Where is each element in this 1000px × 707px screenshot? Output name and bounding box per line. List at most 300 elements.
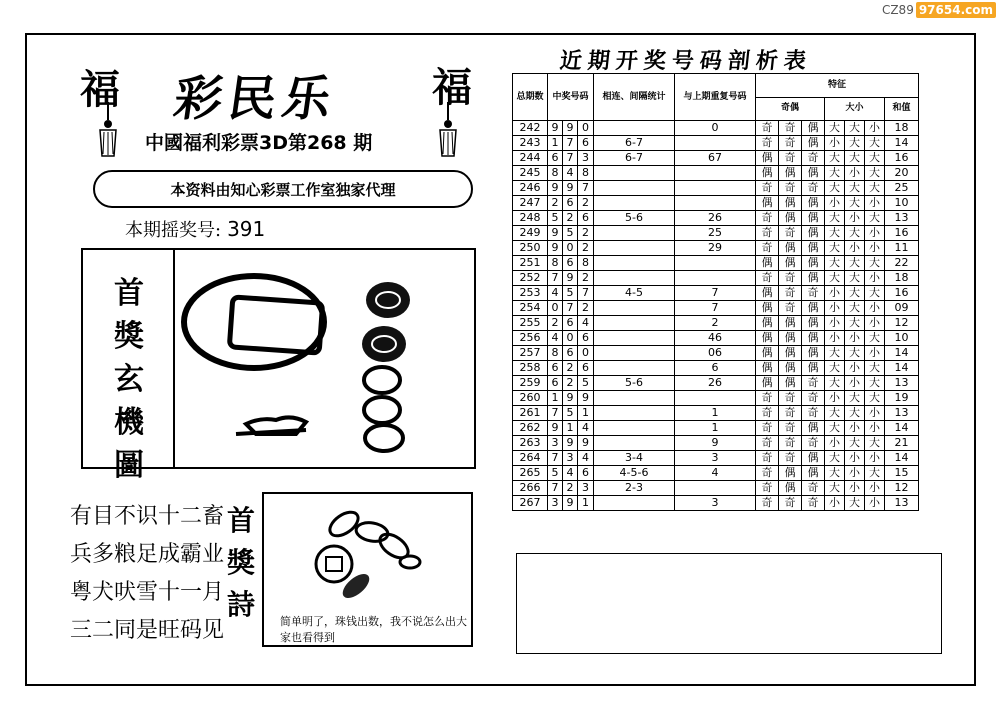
big-small-cell: 大 [865, 181, 885, 196]
issue-cell: 258 [513, 361, 548, 376]
issue-cell: 253 [513, 286, 548, 301]
number-digit-cell: 6 [563, 316, 578, 331]
col-big-small: 大小 [825, 97, 885, 121]
big-small-cell: 小 [845, 376, 865, 391]
poem-title-char: 詩 [226, 588, 255, 621]
table-row [513, 211, 919, 226]
number-digit-cell: 2 [578, 196, 594, 211]
odd-even-cell: 偶 [802, 451, 825, 466]
table-row [513, 406, 919, 421]
big-small-cell: 大 [825, 451, 845, 466]
issue-cell: 254 [513, 301, 548, 316]
number-digit-cell: 1 [563, 421, 578, 436]
odd-even-cell: 偶 [756, 346, 779, 361]
adjacent-cell [594, 496, 675, 511]
number-digit-cell: 4 [548, 331, 563, 346]
big-small-cell: 小 [825, 391, 845, 406]
number-digit-cell: 8 [548, 346, 563, 361]
odd-even-cell: 奇 [756, 181, 779, 196]
adjacent-cell: 5-6 [594, 376, 675, 391]
odd-even-cell: 偶 [802, 256, 825, 271]
number-digit-cell: 2 [578, 301, 594, 316]
poem-line: 粤犬吠雪十一月 [70, 580, 225, 605]
adjacent-cell: 4-5 [594, 286, 675, 301]
number-digit-cell: 3 [548, 496, 563, 511]
sum-cell: 14 [885, 451, 919, 466]
repeat-cell: 7 [675, 286, 756, 301]
number-digit-cell: 2 [563, 211, 578, 226]
poem-title [224, 500, 258, 626]
odd-even-cell: 偶 [802, 361, 825, 376]
number-digit-cell: 3 [548, 436, 563, 451]
big-small-cell: 大 [825, 151, 845, 166]
table-row [513, 331, 919, 346]
repeat-cell [675, 391, 756, 406]
odd-even-cell: 偶 [779, 361, 802, 376]
odd-even-cell: 奇 [756, 406, 779, 421]
number-digit-cell: 9 [563, 121, 578, 136]
odd-even-cell: 奇 [802, 286, 825, 301]
adjacent-cell [594, 316, 675, 331]
odd-even-cell: 偶 [802, 196, 825, 211]
number-digit-cell: 6 [578, 211, 594, 226]
poem-picture-box [262, 492, 473, 647]
big-small-cell: 大 [865, 466, 885, 481]
repeat-cell: 1 [675, 421, 756, 436]
sum-cell: 09 [885, 301, 919, 316]
odd-even-cell: 偶 [802, 166, 825, 181]
repeat-cell [675, 181, 756, 196]
sum-cell: 22 [885, 256, 919, 271]
odd-even-cell: 奇 [779, 406, 802, 421]
repeat-cell: 46 [675, 331, 756, 346]
sum-cell: 14 [885, 421, 919, 436]
repeat-cell: 7 [675, 301, 756, 316]
odd-even-cell: 偶 [779, 211, 802, 226]
big-small-cell: 小 [865, 241, 885, 256]
odd-even-cell: 偶 [756, 331, 779, 346]
issue-cell: 243 [513, 136, 548, 151]
number-digit-cell: 9 [563, 271, 578, 286]
adjacent-cell [594, 121, 675, 136]
big-small-cell: 大 [825, 226, 845, 241]
big-small-cell: 小 [865, 421, 885, 436]
big-small-cell: 大 [865, 376, 885, 391]
sum-cell: 16 [885, 286, 919, 301]
big-small-cell: 大 [825, 211, 845, 226]
number-digit-cell: 1 [578, 496, 594, 511]
sum-cell: 25 [885, 181, 919, 196]
adjacent-cell [594, 346, 675, 361]
issue-cell: 251 [513, 256, 548, 271]
number-digit-cell: 6 [578, 331, 594, 346]
big-small-cell: 小 [845, 361, 865, 376]
col-repeat: 与上期重复号码 [675, 74, 756, 121]
odd-even-cell: 偶 [779, 331, 802, 346]
big-small-cell: 小 [865, 406, 885, 421]
big-small-cell: 大 [865, 361, 885, 376]
odd-even-cell: 奇 [756, 481, 779, 496]
big-small-cell: 大 [845, 121, 865, 136]
odd-even-cell: 偶 [779, 241, 802, 256]
odd-even-cell: 偶 [802, 421, 825, 436]
big-small-cell: 大 [845, 196, 865, 211]
number-digit-cell: 6 [563, 256, 578, 271]
issue-line: 中國福利彩票3D第268 期 [145, 132, 373, 154]
adjacent-cell [594, 301, 675, 316]
hint-box-title [99, 272, 159, 487]
odd-even-cell: 偶 [756, 151, 779, 166]
big-small-cell: 大 [845, 226, 865, 241]
table-body [513, 121, 919, 511]
draw-number: 391 [227, 217, 266, 241]
number-digit-cell: 0 [563, 241, 578, 256]
table-row [513, 121, 919, 136]
big-small-cell: 大 [845, 436, 865, 451]
number-digit-cell: 0 [548, 301, 563, 316]
big-small-cell: 大 [825, 166, 845, 181]
adjacent-cell [594, 241, 675, 256]
issue-cell: 266 [513, 481, 548, 496]
big-small-cell: 小 [865, 271, 885, 286]
number-digit-cell: 4 [578, 421, 594, 436]
notice-banner: 本资料由知心彩票工作室独家代理 [93, 170, 473, 208]
big-small-cell: 大 [845, 406, 865, 421]
repeat-cell: 1 [675, 406, 756, 421]
big-small-cell: 大 [825, 376, 845, 391]
sum-cell: 19 [885, 391, 919, 406]
issue-cell: 245 [513, 166, 548, 181]
issue-cell: 250 [513, 241, 548, 256]
table-row [513, 481, 919, 496]
table-row [513, 301, 919, 316]
number-digit-cell: 4 [563, 166, 578, 181]
big-small-cell: 大 [825, 346, 845, 361]
big-small-cell: 大 [825, 181, 845, 196]
draw-label: 本期摇奖号: [125, 220, 222, 241]
number-digit-cell: 9 [548, 226, 563, 241]
big-small-cell: 大 [845, 346, 865, 361]
tassel-right-icon [418, 100, 478, 160]
poem-title-char: 首 [226, 504, 255, 537]
number-digit-cell: 3 [578, 151, 594, 166]
odd-even-cell: 奇 [779, 226, 802, 241]
table-row [513, 421, 919, 436]
odd-even-cell: 奇 [802, 376, 825, 391]
odd-even-cell: 奇 [756, 271, 779, 286]
analysis-table [512, 73, 919, 511]
number-digit-cell: 5 [563, 226, 578, 241]
table-row [513, 436, 919, 451]
odd-even-cell: 奇 [756, 421, 779, 436]
table-row [513, 451, 919, 466]
odd-even-cell: 奇 [779, 121, 802, 136]
adjacent-cell [594, 406, 675, 421]
issue-cell: 246 [513, 181, 548, 196]
issue-cell: 263 [513, 436, 548, 451]
number-digit-cell: 9 [563, 181, 578, 196]
big-small-cell: 大 [825, 361, 845, 376]
repeat-cell: 9 [675, 436, 756, 451]
big-small-cell: 小 [865, 301, 885, 316]
number-digit-cell: 7 [548, 406, 563, 421]
repeat-cell: 2 [675, 316, 756, 331]
adjacent-cell [594, 271, 675, 286]
big-small-cell: 大 [845, 286, 865, 301]
number-digit-cell: 1 [578, 406, 594, 421]
number-digit-cell: 2 [578, 241, 594, 256]
poem-line: 兵多粮足成霸业 [70, 542, 225, 567]
table-row [513, 241, 919, 256]
odd-even-cell: 奇 [779, 136, 802, 151]
big-small-cell: 小 [845, 331, 865, 346]
number-digit-cell: 8 [548, 166, 563, 181]
table-row [513, 391, 919, 406]
repeat-cell: 3 [675, 451, 756, 466]
number-digit-cell: 7 [563, 136, 578, 151]
number-digit-cell: 6 [563, 346, 578, 361]
odd-even-cell: 偶 [802, 136, 825, 151]
repeat-cell: 0 [675, 121, 756, 136]
number-digit-cell: 8 [548, 256, 563, 271]
table-row [513, 346, 919, 361]
repeat-cell: 4 [675, 466, 756, 481]
hint-title-char: 圖 [114, 448, 144, 483]
odd-even-cell: 偶 [779, 481, 802, 496]
col-adjacent: 相连、间隔统计 [594, 74, 675, 121]
number-digit-cell: 5 [563, 286, 578, 301]
issue-cell: 244 [513, 151, 548, 166]
repeat-cell [675, 136, 756, 151]
hint-title-char: 玄 [114, 362, 144, 397]
odd-even-cell: 奇 [756, 121, 779, 136]
repeat-cell [675, 196, 756, 211]
sum-cell: 18 [885, 271, 919, 286]
site-watermark [882, 2, 996, 18]
coin-string-icon [304, 502, 434, 612]
hint-box-divider [173, 250, 175, 467]
fu-left: 福 [80, 66, 120, 113]
odd-even-cell: 偶 [779, 316, 802, 331]
sum-cell: 21 [885, 436, 919, 451]
table-row [513, 196, 919, 211]
fu-right: 福 [432, 64, 472, 111]
repeat-cell [675, 481, 756, 496]
number-digit-cell: 7 [563, 301, 578, 316]
big-small-cell: 小 [825, 301, 845, 316]
adjacent-cell: 6-7 [594, 136, 675, 151]
empty-note-box [516, 553, 942, 654]
big-small-cell: 小 [845, 211, 865, 226]
odd-even-cell: 奇 [779, 271, 802, 286]
odd-even-cell: 偶 [802, 301, 825, 316]
table-row [513, 286, 919, 301]
big-small-cell: 小 [845, 481, 865, 496]
repeat-cell: 26 [675, 211, 756, 226]
number-digit-cell: 9 [578, 436, 594, 451]
number-digit-cell: 6 [578, 466, 594, 481]
tassel-left-icon [78, 100, 138, 160]
issue-cell: 249 [513, 226, 548, 241]
big-small-cell: 小 [845, 166, 865, 181]
big-small-cell: 大 [845, 301, 865, 316]
poem-line: 有目不识十二畜 [70, 504, 225, 529]
big-small-cell: 大 [865, 286, 885, 301]
odd-even-cell: 奇 [779, 391, 802, 406]
number-digit-cell: 8 [578, 166, 594, 181]
big-small-cell: 大 [825, 271, 845, 286]
sum-cell: 11 [885, 241, 919, 256]
odd-even-cell: 奇 [756, 451, 779, 466]
sum-cell: 16 [885, 226, 919, 241]
big-small-cell: 小 [825, 286, 845, 301]
big-small-cell: 大 [825, 481, 845, 496]
odd-even-cell: 偶 [779, 466, 802, 481]
odd-even-cell: 偶 [756, 286, 779, 301]
adjacent-cell: 3-4 [594, 451, 675, 466]
big-small-cell: 小 [825, 496, 845, 511]
big-small-cell: 小 [865, 481, 885, 496]
odd-even-cell: 偶 [756, 196, 779, 211]
adjacent-cell [594, 166, 675, 181]
odd-even-cell: 偶 [756, 301, 779, 316]
col-odd-even: 奇偶 [756, 97, 825, 121]
odd-even-cell: 奇 [756, 496, 779, 511]
sum-cell: 10 [885, 331, 919, 346]
big-small-cell: 大 [825, 466, 845, 481]
sum-cell: 14 [885, 136, 919, 151]
big-small-cell: 小 [825, 436, 845, 451]
adjacent-cell: 6-7 [594, 151, 675, 166]
table-row [513, 376, 919, 391]
odd-even-cell: 奇 [779, 301, 802, 316]
odd-even-cell: 偶 [779, 166, 802, 181]
big-small-cell: 大 [825, 406, 845, 421]
number-digit-cell: 5 [548, 466, 563, 481]
col-issue: 总期数 [513, 74, 548, 121]
adjacent-cell: 2-3 [594, 481, 675, 496]
number-digit-cell: 5 [563, 406, 578, 421]
number-digit-cell: 5 [578, 376, 594, 391]
odd-even-cell: 奇 [779, 151, 802, 166]
adjacent-cell [594, 331, 675, 346]
number-digit-cell: 0 [563, 331, 578, 346]
odd-even-cell: 奇 [802, 406, 825, 421]
sum-cell: 16 [885, 151, 919, 166]
table-row [513, 256, 919, 271]
number-digit-cell: 9 [563, 391, 578, 406]
number-digit-cell: 2 [548, 316, 563, 331]
odd-even-cell: 偶 [779, 376, 802, 391]
watermark-site: 97654.com [916, 2, 996, 18]
issue-cell: 259 [513, 376, 548, 391]
big-small-cell: 小 [845, 466, 865, 481]
odd-even-cell: 偶 [802, 331, 825, 346]
big-small-cell: 小 [865, 451, 885, 466]
odd-even-cell: 偶 [802, 211, 825, 226]
number-digit-cell: 9 [548, 241, 563, 256]
hint-title-char: 首 [114, 276, 144, 311]
sum-cell: 20 [885, 166, 919, 181]
table-row [513, 466, 919, 481]
issue-cell: 252 [513, 271, 548, 286]
number-digit-cell: 8 [578, 256, 594, 271]
number-digit-cell: 6 [548, 376, 563, 391]
number-digit-cell: 1 [548, 136, 563, 151]
sum-cell: 13 [885, 211, 919, 226]
repeat-cell: 25 [675, 226, 756, 241]
big-small-cell: 大 [865, 136, 885, 151]
odd-even-cell: 奇 [779, 496, 802, 511]
number-digit-cell: 7 [578, 181, 594, 196]
big-small-cell: 大 [865, 151, 885, 166]
odd-even-cell: 奇 [756, 436, 779, 451]
odd-even-cell: 偶 [802, 466, 825, 481]
number-digit-cell: 6 [578, 361, 594, 376]
adjacent-cell [594, 421, 675, 436]
odd-even-cell: 偶 [802, 316, 825, 331]
big-small-cell: 小 [825, 196, 845, 211]
poem-title-char: 獎 [226, 546, 255, 579]
number-digit-cell: 6 [548, 361, 563, 376]
odd-even-cell: 奇 [802, 181, 825, 196]
repeat-cell: 26 [675, 376, 756, 391]
number-digit-cell: 4 [578, 316, 594, 331]
repeat-cell [675, 166, 756, 181]
col-sum: 和值 [885, 97, 919, 121]
number-digit-cell: 2 [563, 361, 578, 376]
odd-even-cell: 偶 [756, 166, 779, 181]
issue-cell: 255 [513, 316, 548, 331]
repeat-cell [675, 271, 756, 286]
sum-cell: 14 [885, 346, 919, 361]
number-digit-cell: 9 [548, 121, 563, 136]
odd-even-cell: 偶 [779, 346, 802, 361]
adjacent-cell [594, 226, 675, 241]
number-digit-cell: 4 [578, 451, 594, 466]
hint-title-char: 獎 [114, 319, 144, 354]
odd-even-cell: 奇 [802, 496, 825, 511]
number-digit-cell: 2 [578, 271, 594, 286]
number-digit-cell: 7 [563, 151, 578, 166]
issue-cell: 260 [513, 391, 548, 406]
odd-even-cell: 奇 [756, 211, 779, 226]
adjacent-cell [594, 196, 675, 211]
sum-cell: 13 [885, 406, 919, 421]
big-small-cell: 小 [865, 196, 885, 211]
adjacent-cell [594, 436, 675, 451]
number-digit-cell: 9 [548, 421, 563, 436]
brand-title: 彩民乐 [170, 71, 341, 127]
number-digit-cell: 2 [548, 196, 563, 211]
number-digit-cell: 6 [563, 196, 578, 211]
big-small-cell: 大 [845, 151, 865, 166]
number-digit-cell: 0 [578, 121, 594, 136]
odd-even-cell: 奇 [779, 451, 802, 466]
odd-even-cell: 奇 [802, 481, 825, 496]
number-digit-cell: 9 [548, 181, 563, 196]
adjacent-cell [594, 391, 675, 406]
odd-even-cell: 偶 [756, 256, 779, 271]
adjacent-cell [594, 361, 675, 376]
poem-line: 三二同是旺码见 [70, 618, 225, 643]
big-small-cell: 大 [825, 421, 845, 436]
adjacent-cell: 4-5-6 [594, 466, 675, 481]
table-row [513, 136, 919, 151]
number-digit-cell: 3 [578, 481, 594, 496]
repeat-cell: 6 [675, 361, 756, 376]
big-small-cell: 大 [845, 181, 865, 196]
